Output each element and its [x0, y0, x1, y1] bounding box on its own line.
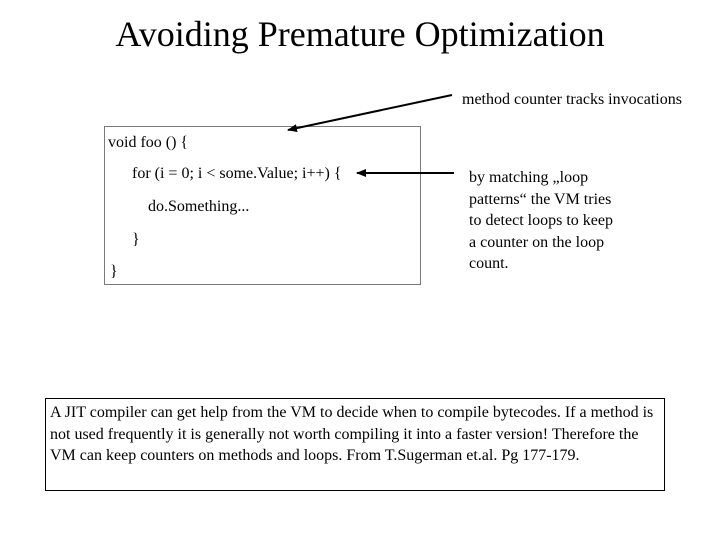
method-counter-annotation: method counter tracks invocations	[462, 91, 682, 108]
code-line-loop-body: do.Something...	[148, 198, 250, 215]
code-line-method-close: }	[110, 263, 118, 280]
slide-title: Avoiding Premature Optimization	[115, 14, 605, 54]
summary-box: A JIT compiler can get help from the VM to decide when to compile bytecodes. If a method is not used frequently it is generally not worth compiling it into a faster version! Therefore the VM can keep counters on methods and loops. From T.Sugerman et.al. Pg 177-179.	[45, 398, 665, 491]
code-line-method-decl: void foo () {	[108, 134, 189, 151]
code-line-loop-close: }	[132, 231, 140, 248]
loop-pattern-note: by matching „loop patterns“ the VM tries to detect loops to keep a counter on the loop count.	[469, 169, 613, 273]
code-line-for-loop: for (i = 0; i < some.Value; i++) {	[132, 165, 342, 182]
method-arrow	[288, 95, 452, 130]
